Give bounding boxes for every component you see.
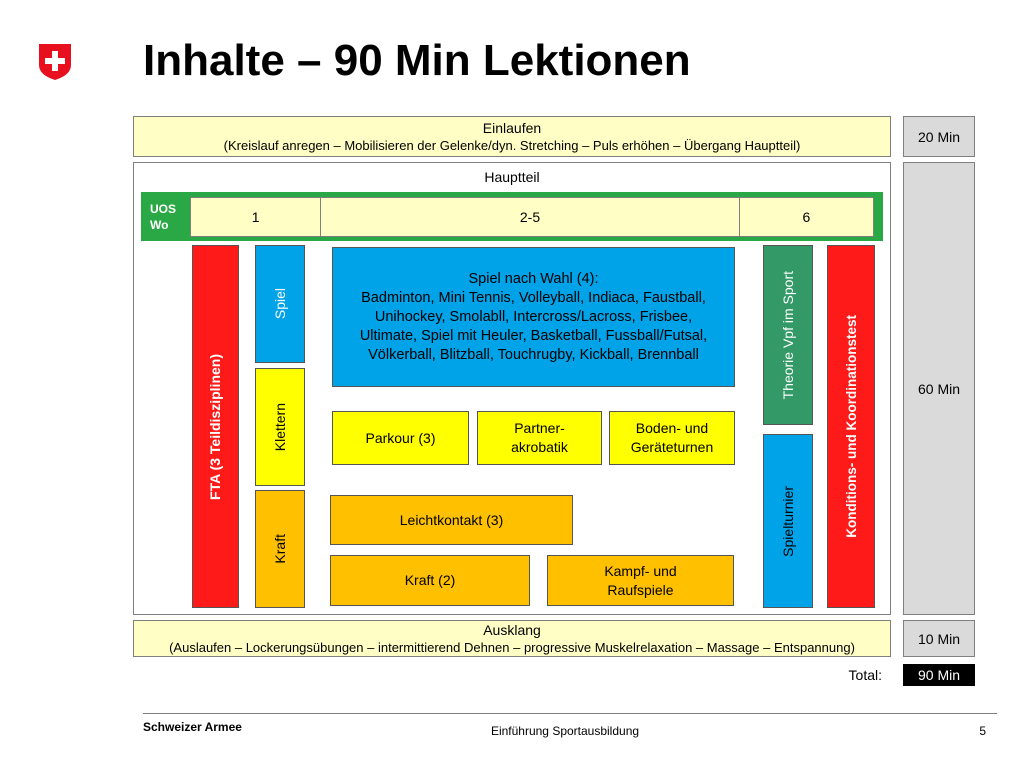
konditions-label: Konditions- und Koordinationstest	[843, 315, 859, 538]
spiel-label: Spiel	[271, 288, 288, 320]
page-number: 5	[979, 724, 986, 738]
spielturnier-label: Spielturnier	[779, 485, 796, 557]
leichtkontakt-label: Leichtkontakt (3)	[399, 511, 504, 528]
spiel-wahl-title: Spiel nach Wahl (4):	[468, 270, 599, 287]
parkour-label: Parkour (3)	[365, 429, 436, 446]
fta-block	[192, 245, 239, 608]
kraft-block	[255, 490, 305, 608]
ausklang-desc: (Auslaufen – Lockerungsübungen – intermittierend Dehnen – progressive Muskelrelaxation – Massage – Entspannung)	[169, 640, 855, 655]
week-segments	[190, 197, 874, 237]
einlaufen-title: Einlaufen	[482, 120, 542, 136]
theorie-block	[763, 245, 813, 425]
week-2-5: 2-5	[321, 198, 740, 236]
klettern-label: Klettern	[271, 402, 288, 452]
footer-org: Schweizer Armee	[143, 720, 242, 734]
total-value: 90 Min	[903, 664, 975, 686]
einlaufen-time: 20 Min	[903, 116, 975, 157]
week-6: 6	[740, 198, 873, 236]
week-1: 1	[191, 198, 321, 236]
ausklang-time: 10 Min	[903, 620, 975, 657]
fta-label: FTA (3 Teildisziplinen)	[207, 353, 223, 500]
kraft2-block	[330, 555, 530, 606]
footer-divider	[143, 713, 997, 714]
ausklang-band	[133, 620, 891, 657]
theorie-label: Theorie Vpf im Sport	[779, 270, 796, 400]
kampf-block	[547, 555, 734, 606]
boden-block	[609, 411, 735, 465]
swiss-cross-icon	[38, 43, 72, 81]
klettern-block	[255, 368, 305, 486]
kraft2-label: Kraft (2)	[404, 572, 456, 588]
partner-block	[477, 411, 602, 465]
leichtkontakt-block	[330, 495, 573, 545]
uos-label	[150, 201, 190, 233]
parkour-block	[332, 411, 469, 465]
page-title: Inhalte – 90 Min Lektionen	[143, 36, 691, 85]
uos-label-2: Wo	[150, 218, 169, 232]
uos-label-1: UOS	[150, 202, 177, 216]
spiel-wahl-list: Badminton, Mini Tennis, Volleyball, Indiaca, Faustball, Unihockey, Smolabll, Intercross/Lacross, Frisbee, Ultimate, Spiel mit Heuler, Basketball, Fussball/Futsal, Völkerball, Blitzball, Touchrugby, Kickball, Brennball	[359, 289, 708, 363]
spielturnier-block	[763, 434, 813, 608]
hauptteil-title: Hauptteil	[484, 169, 540, 185]
spiel-wahl-block	[332, 247, 735, 387]
ausklang-title: Ausklang	[483, 622, 541, 638]
einlaufen-desc: (Kreislauf anregen – Mobilisieren der Gelenke/dyn. Stretching – Puls erhöhen – Übergang Hauptteil)	[223, 138, 801, 153]
total-label: Total:	[848, 667, 882, 683]
partner-label: Partner-akrobatik	[511, 420, 568, 455]
hauptteil-time: 60 Min	[903, 162, 975, 615]
konditions-block	[827, 245, 875, 608]
footer-subject: Einführung Sportausbildung	[490, 724, 640, 738]
kampf-label: Kampf- und Raufspiele	[604, 562, 677, 598]
einlaufen-band	[133, 116, 891, 157]
spiel-block	[255, 245, 305, 363]
kraft-label: Kraft	[271, 534, 288, 564]
boden-label: Boden- und Geräteturnen	[630, 420, 714, 455]
